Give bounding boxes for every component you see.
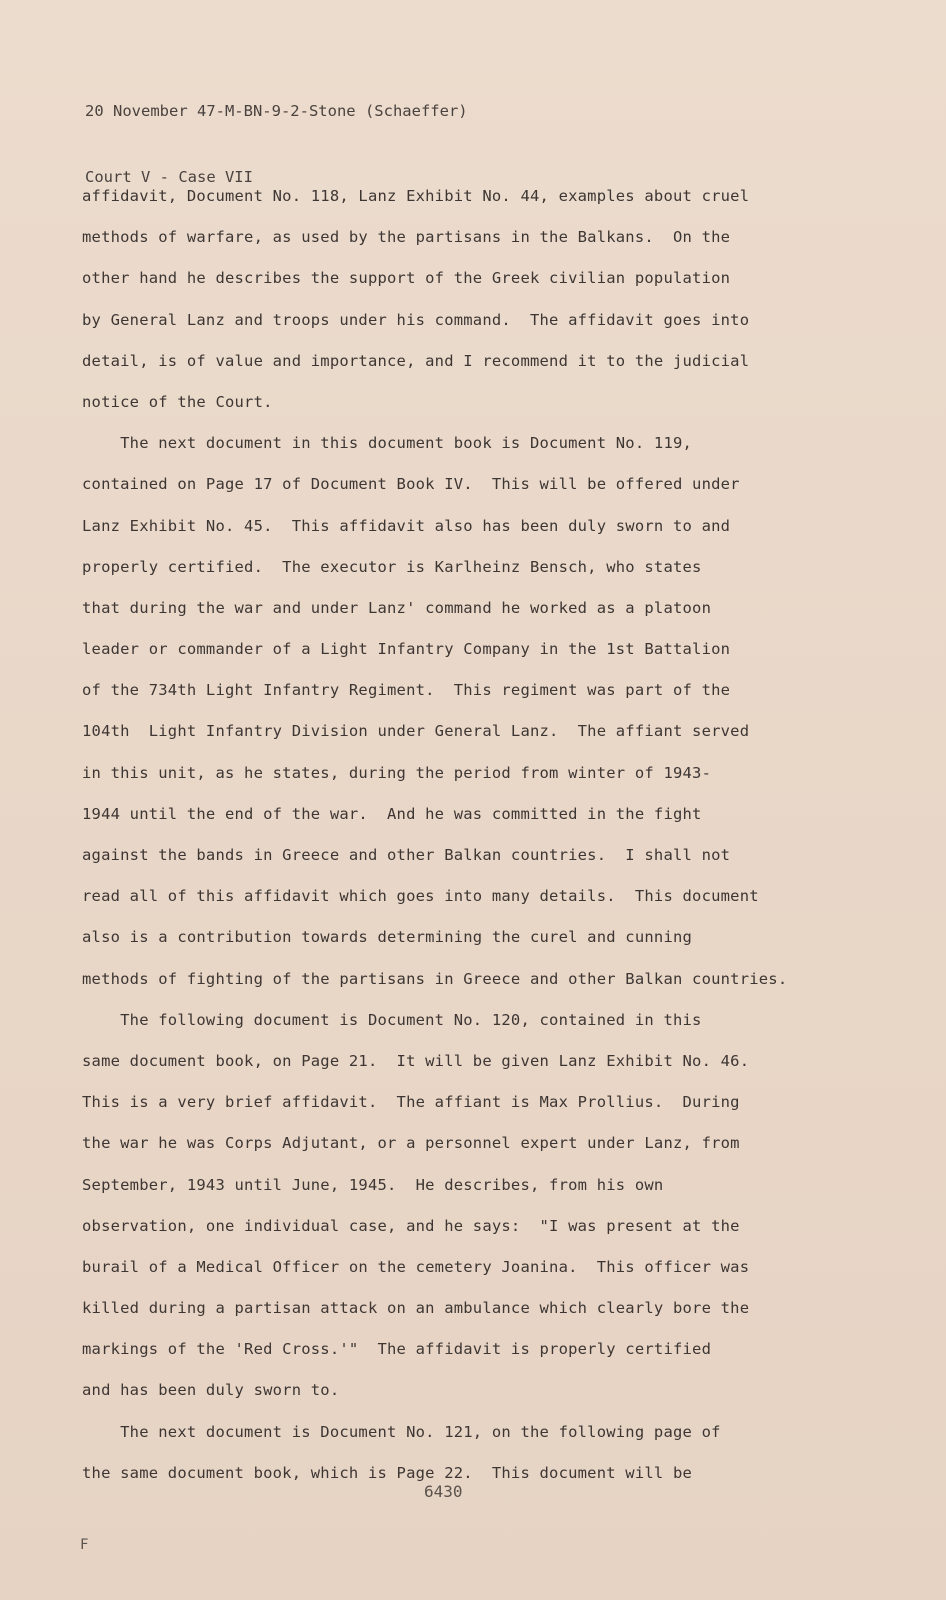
transcript-line: observation, one individual case, and he says: "I was present at the xyxy=(82,1216,740,1235)
transcript-line: same document book, on Page 21. It will be given Lanz Exhibit No. 46. xyxy=(82,1051,750,1070)
transcript-line: The next document is Document No. 121, on the following page of xyxy=(82,1422,721,1441)
transcript-line: also is a contribution towards determining the curel and cunning xyxy=(82,928,693,947)
transcript-line: The following document is Document No. 120, contained in this xyxy=(82,1010,702,1029)
transcript-body xyxy=(82,176,862,1494)
transcript-line: other hand he describes the support of the Greek civilian population xyxy=(82,269,731,288)
transcript-line: burail of a Medical Officer on the cemetery Joanina. This officer was xyxy=(82,1257,750,1276)
transcript-line: that during the war and under Lanz' command he worked as a platoon xyxy=(82,598,712,617)
transcript-line: the same document book, which is Page 22. This document will be xyxy=(82,1463,693,1482)
transcript-line: read all of this affidavit which goes into many details. This document xyxy=(82,887,759,906)
transcript-line: 104th Light Infantry Division under General Lanz. The affiant served xyxy=(82,722,750,741)
transcript-line: the war he was Corps Adjutant, or a personnel expert under Lanz, from xyxy=(82,1134,740,1153)
transcript-line: methods of fighting of the partisans in Greece and other Balkan countries. xyxy=(82,969,788,988)
header-date-line: 20 November 47-M-BN-9-2-Stone (Schaeffer) xyxy=(85,102,468,120)
transcript-line: properly certified. The executor is Karlheinz Bensch, who states xyxy=(82,557,702,576)
page-number: 6430 xyxy=(424,1482,463,1501)
transcript-line: by General Lanz and troops under his command. The affidavit goes into xyxy=(82,310,750,329)
transcript-line: This is a very brief affidavit. The affiant is Max Prollius. During xyxy=(82,1093,740,1112)
transcript-line: markings of the 'Red Cross.'" The affidavit is properly certified xyxy=(82,1340,712,1359)
transcript-line: notice of the Court. xyxy=(82,392,273,411)
margin-mark: F xyxy=(80,1537,89,1553)
transcript-line: killed during a partisan attack on an ambulance which clearly bore the xyxy=(82,1299,750,1318)
transcript-line: of the 734th Light Infantry Regiment. This regiment was part of the xyxy=(82,681,731,700)
transcript-line: contained on Page 17 of Document Book IV. This will be offered under xyxy=(82,475,740,494)
transcript-line: against the bands in Greece and other Balkan countries. I shall not xyxy=(82,846,731,864)
transcript-line: leader or commander of a Light Infantry Company in the 1st Battalion xyxy=(82,640,731,659)
transcript-line: methods of warfare, as used by the partisans in the Balkans. On the xyxy=(82,228,731,247)
transcript-line: Lanz Exhibit No. 45. This affidavit also has been duly sworn to and xyxy=(82,516,731,535)
transcript-line: detail, is of value and importance, and I recommend it to the judicial xyxy=(82,351,750,370)
header-court-line: Court V - Case VII xyxy=(85,168,253,186)
transcript-line: 1944 until the end of the war. And he was committed in the fight xyxy=(82,804,702,823)
transcript-line: in this unit, as he states, during the period from winter of 1943- xyxy=(82,763,712,782)
transcript-line: and has been duly sworn to. xyxy=(82,1381,340,1400)
transcript-line: The next document in this document book is Document No. 119, xyxy=(82,434,693,453)
transcript-line: affidavit, Document No. 118, Lanz Exhibit No. 44, examples about cruel xyxy=(82,187,750,205)
transcript-line: September, 1943 until June, 1945. He describes, from his own xyxy=(82,1175,664,1194)
